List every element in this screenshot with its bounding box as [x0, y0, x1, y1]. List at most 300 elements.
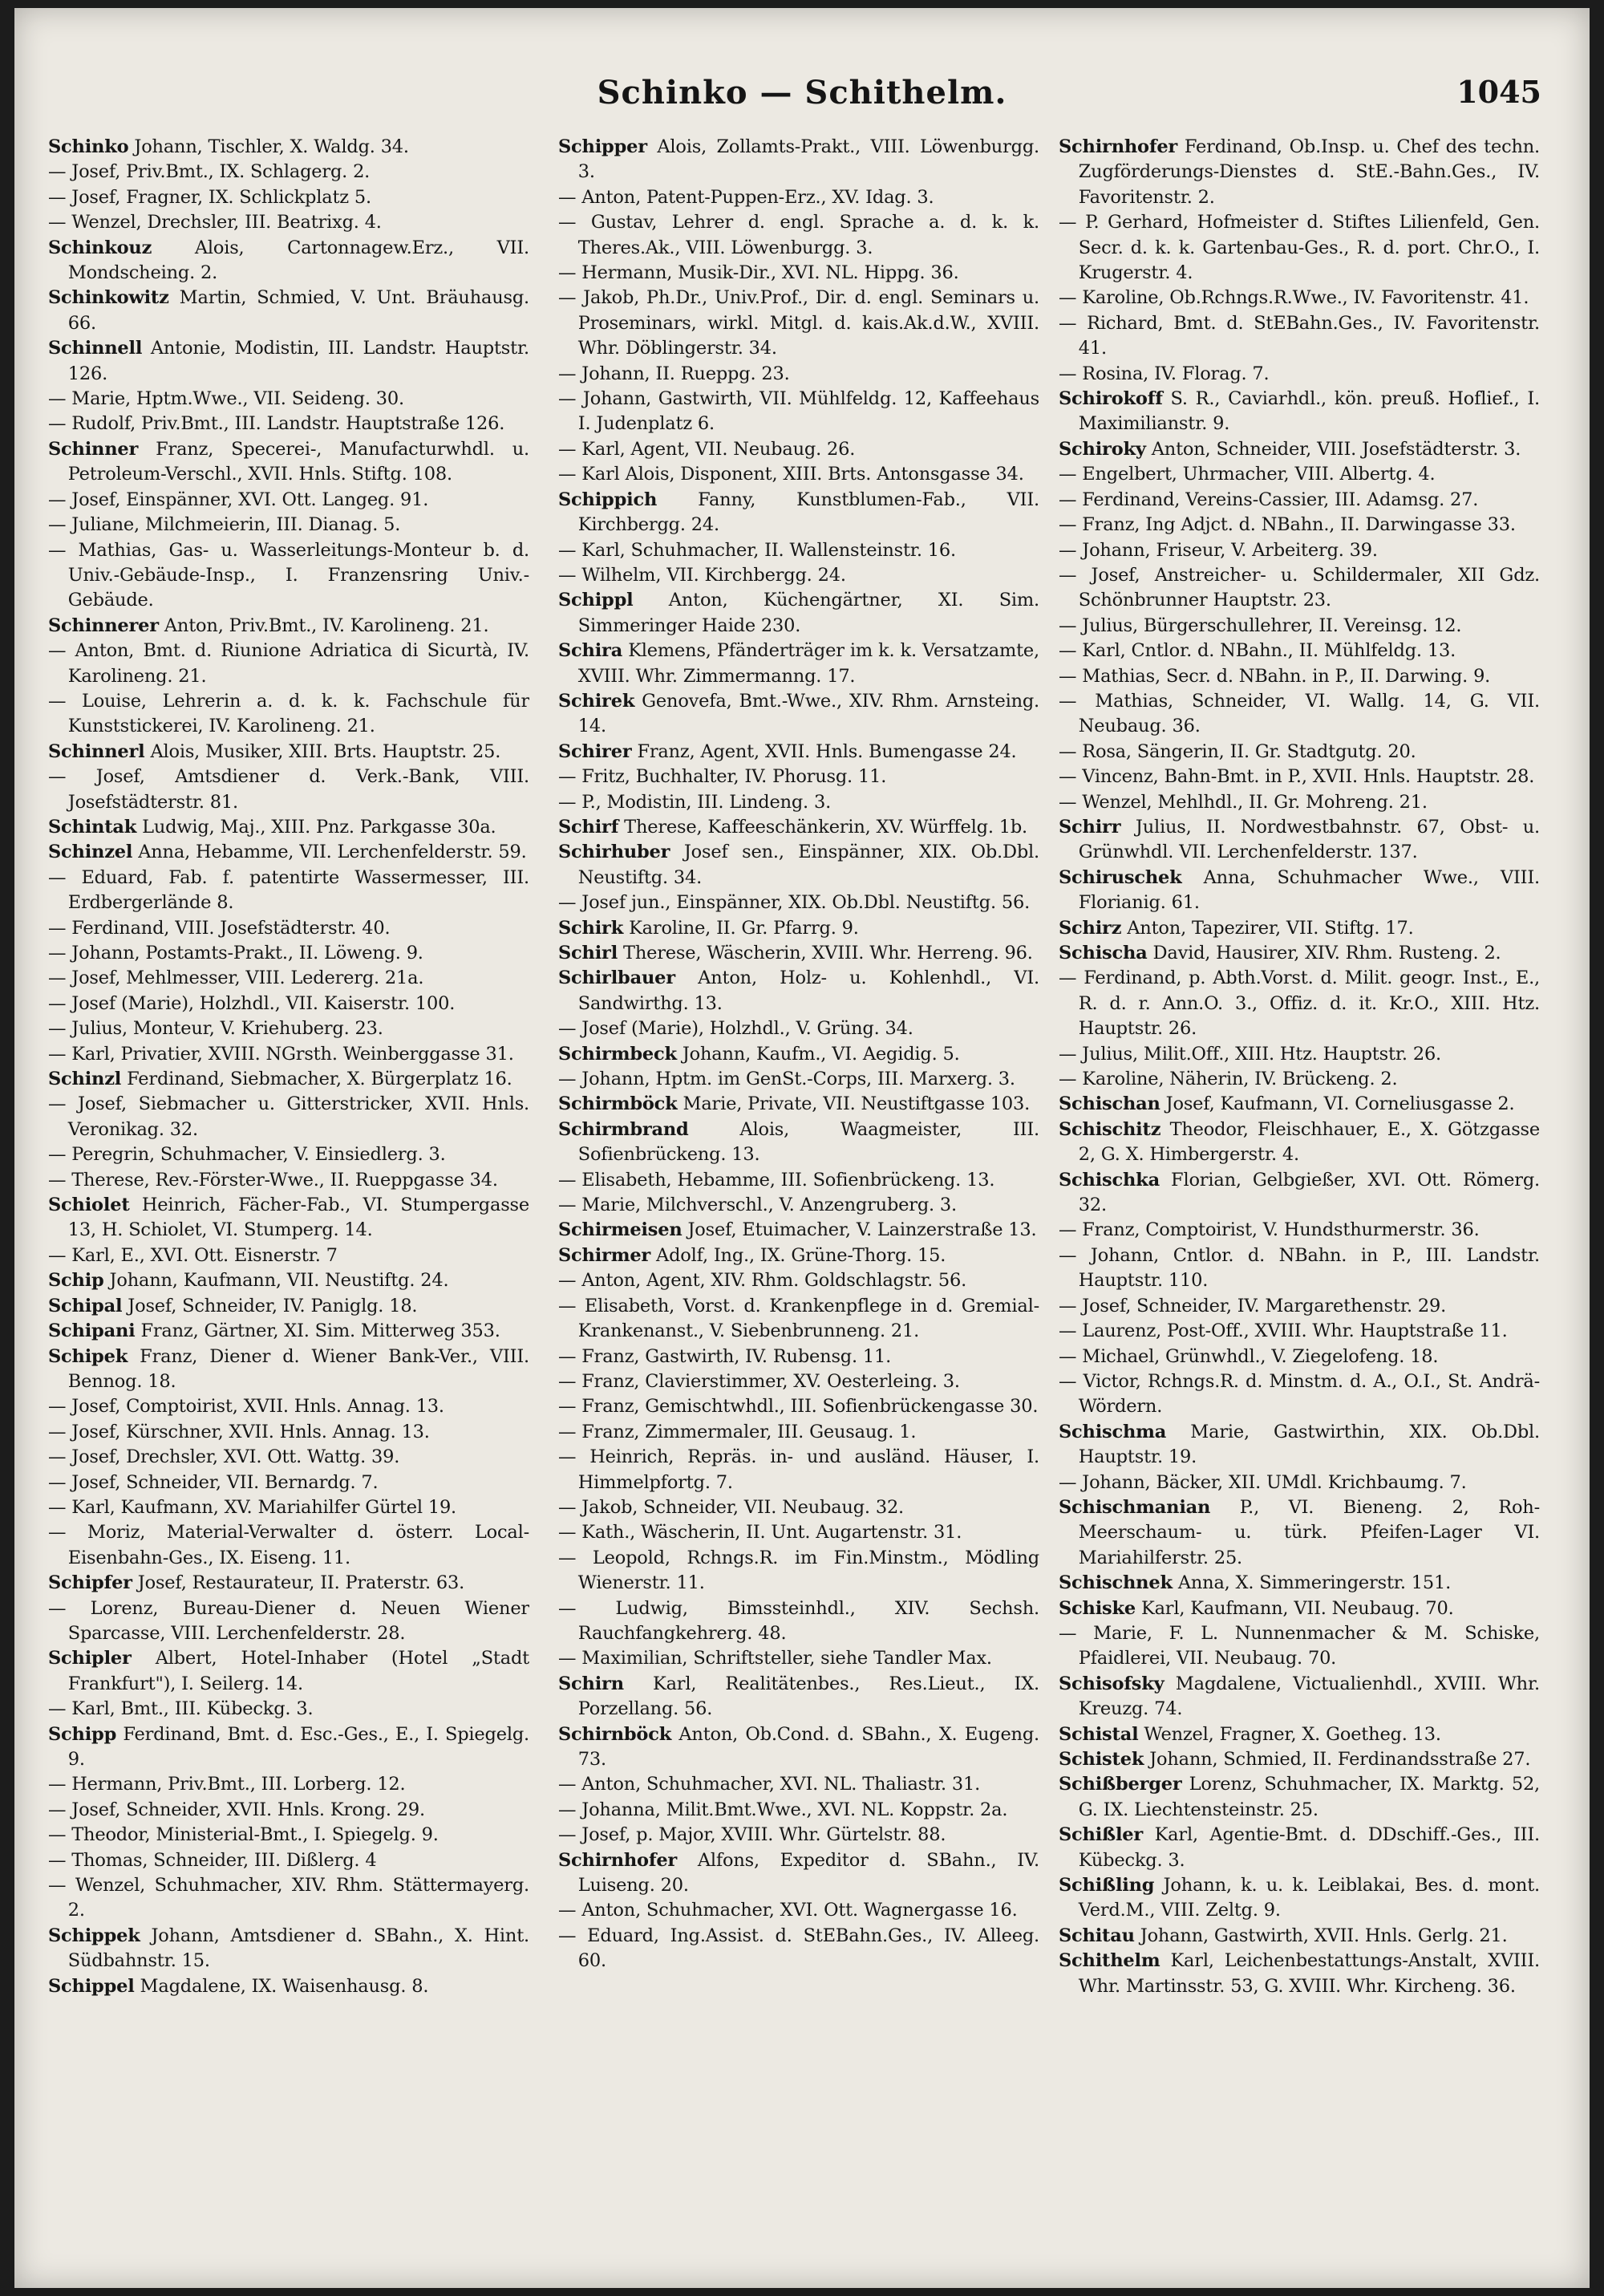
entry-surname: Schippl [558, 590, 634, 611]
directory-entry [1059, 1772, 1540, 1823]
directory-entry [1059, 790, 1540, 815]
entry-details: Magdalene, IX. Waisenhausg. 8. [140, 1975, 429, 1997]
entry-details: — Victor, Rchngs.R. d. Minstm. d. A., O.I., St. Andrä-Wördern. [1059, 1370, 1540, 1418]
entry-details: — Josef, Fragner, IX. Schlickplatz 5. [48, 186, 371, 208]
entry-details: Josef, Kaufmann, VI. Corneliusgasse 2. [1165, 1093, 1515, 1115]
entry-details: — Josef, Schneider, IV. Margarethenstr. 29. [1059, 1295, 1447, 1316]
entry-details: — Anton, Patent-Puppen-Erz., XV. Idag. 3. [558, 186, 934, 208]
entry-details: Marie, Gastwirthin, XIX. Ob.Dbl. Hauptstr. 19. [1078, 1421, 1540, 1468]
entry-details: — Marie, Hptm.Wwe., VII. Seideng. 30. [48, 388, 404, 410]
entry-details: — Richard, Bmt. d. StEBahn.Ges., IV. Favoritenstr. 41. [1059, 312, 1540, 359]
entry-surname: Schipp [48, 1723, 117, 1745]
directory-entry [48, 1142, 529, 1167]
directory-entry [558, 1848, 1039, 1899]
entry-surname: Schischma [1059, 1421, 1167, 1442]
entry-details: — Josef, Kürschner, XVII. Hnls. Annag. 13. [48, 1421, 430, 1442]
entry-surname: Schippek [48, 1925, 140, 1946]
entry-details: — Anton, Schuhmacher, XVI. NL. Thaliastr. 31. [558, 1774, 981, 1795]
entry-details: — Josef, Anstreicher- u. Schildermaler, XII Gdz. Schönbrunner Hauptstr. 23. [1059, 564, 1540, 611]
directory-entry [48, 1193, 529, 1243]
entry-details: — Jakob, Ph.Dr., Univ.Prof., Dir. d. engl. Seminars u. Proseminars, wirkl. Mitgl. d. kais.Ak.d.W., XVIII. Whr. Döblingerstr. 34. [558, 287, 1039, 359]
entry-surname: Schiruschek [1059, 866, 1182, 888]
directory-entry [48, 437, 529, 488]
directory-entry [1059, 1067, 1540, 1092]
entry-details: — Therese, Rev.-Förster-Wwe., II. Rueppgasse 34. [48, 1169, 498, 1191]
entry-details: — Franz, Clavierstimmer, XV. Oesterleing. 3. [558, 1370, 960, 1392]
entry-details: S. R., Caviarhdl., kön. preuß. Hoflief., I. Maximilianstr. 9. [1078, 388, 1540, 435]
directory-entry [48, 866, 529, 916]
directory-entry [1059, 614, 1540, 639]
directory-entry [48, 614, 529, 639]
directory-entry [48, 1974, 529, 1999]
directory-entry [1059, 1168, 1540, 1219]
directory-entry [48, 1268, 529, 1293]
directory-entry [558, 1268, 1039, 1293]
entry-surname: Schinzl [48, 1069, 122, 1090]
entry-details: — Johann, Bäcker, XII. UMdl. Krichbaumg. 7. [1059, 1471, 1467, 1493]
entry-surname: Schirlbauer [558, 967, 675, 989]
directory-entry [1059, 1092, 1540, 1117]
entry-details: Wenzel, Fragner, X. Goetheg. 13. [1144, 1723, 1441, 1745]
directory-entry [558, 966, 1039, 1016]
entry-surname: Schinnell [48, 338, 143, 359]
directory-entry [558, 1243, 1039, 1268]
directory-entry [1059, 1118, 1540, 1168]
directory-entry [1059, 311, 1540, 362]
directory-entry [48, 1772, 529, 1797]
directory-entry [48, 1520, 529, 1571]
directory-entry [48, 185, 529, 210]
entry-surname: Schirn [558, 1673, 624, 1694]
directory-entry [558, 1345, 1039, 1369]
directory-entry [1059, 639, 1540, 663]
directory-entry [1059, 1596, 1540, 1621]
directory-entry [1059, 941, 1540, 966]
entry-details: — Heinrich, Repräs. in- und ausländ. Häuser, I. Himmelpfortg. 7. [558, 1446, 1039, 1493]
directory-entry [48, 1042, 529, 1067]
directory-entry [558, 185, 1039, 210]
directory-entry [558, 1924, 1039, 1974]
entry-details: — P., Modistin, III. Lindeng. 3. [558, 791, 832, 813]
entry-details: — Josef (Marie), Holzhdl., VII. Kaiserstr. 100. [48, 992, 456, 1014]
directory-page [14, 8, 1590, 2288]
entry-details: — Josef, Amtsdiener d. Verk.-Bank, VIII. Josefstädterstr. 81. [48, 766, 529, 813]
entry-details: — Wenzel, Schuhmacher, XIV. Rhm. Stättermayerg. 2. [48, 1875, 529, 1921]
entry-details: — Julius, Milit.Off., XIII. Htz. Hauptstr. 26. [1059, 1043, 1442, 1065]
directory-entry [558, 1369, 1039, 1394]
entry-details: — Karl Alois, Disponent, XIII. Brts. Antonsgasse 34. [558, 464, 1024, 485]
entry-surname: Schischnek [1059, 1572, 1173, 1594]
directory-entry [1059, 1042, 1540, 1067]
entry-details: — Ludwig, Bimssteinhdl., XIV. Sechsh. Rauchfangkehrerg. 48. [558, 1597, 1039, 1644]
entry-details: — Anton, Schuhmacher, XVI. Ott. Wagnergasse 16. [558, 1900, 1018, 1921]
entry-details: — Karl, Bmt., III. Kübeckg. 3. [48, 1698, 314, 1720]
directory-entry [1059, 286, 1540, 310]
directory-entry [1059, 135, 1540, 210]
entry-details: Johann, k. u. k. Leiblakai, Bes. d. mont. Verd.M., VIII. Zeltg. 9. [1078, 1875, 1540, 1921]
directory-entry [558, 1394, 1039, 1419]
directory-entry [558, 1646, 1039, 1671]
entry-details: — Michael, Grünwhdl., V. Ziegelofeng. 18. [1059, 1345, 1439, 1367]
entry-surname: Schirz [1059, 917, 1122, 939]
entry-details: — Josef, Comptoirist, XVII. Hnls. Annag. 13. [48, 1396, 444, 1418]
entry-details: Therese, Wäscherin, XVIII. Whr. Herreng. 96. [623, 943, 1033, 963]
entry-details: — Mathias, Schneider, VI. Wallg. 14, G. VII. Neubaug. 36. [1059, 690, 1540, 737]
directory-entry [48, 1445, 529, 1470]
entry-details: — Vincenz, Bahn-Bmt. in P., XVII. Hnls. Hauptstr. 28. [1059, 766, 1535, 788]
entry-details: — Lorenz, Bureau-Diener d. Neuen Wiener Sparcasse, VIII. Lerchenfelderstr. 28. [48, 1597, 529, 1644]
directory-entry [48, 1596, 529, 1647]
entry-surname: Schipper [558, 136, 647, 157]
directory-entry [558, 740, 1039, 765]
entry-details: — Eduard, Fab. f. patentirte Wassermesser, III. Erdbergerlände 8. [48, 866, 529, 914]
entry-details: Anton, Schneider, VIII. Josefstädterstr. 3. [1151, 438, 1521, 460]
entry-surname: Schischa [1059, 943, 1148, 963]
entry-details: — Josef, Schneider, VII. Bernardg. 7. [48, 1471, 379, 1493]
entry-details: — Wenzel, Mehlhdl., II. Gr. Mohreng. 21. [1059, 791, 1428, 813]
entry-surname: Schirmbeck [558, 1043, 677, 1065]
directory-entry [558, 1722, 1039, 1773]
page-number: 1045 [1456, 74, 1541, 110]
directory-entry [558, 1092, 1039, 1117]
entry-details: Franz, Specerei-, Manufacturwhdl. u. Petroleum-Verschl., XVII. Hnls. Stiftg. 108. [67, 438, 529, 485]
entry-surname: Schirokoff [1059, 388, 1163, 410]
entry-details: Johann, Gastwirth, XVII. Hnls. Gerlg. 21. [1140, 1925, 1508, 1946]
directory-entry [1059, 1369, 1540, 1420]
entry-details: — Wilhelm, VII. Kirchbergg. 24. [558, 564, 846, 586]
entry-details: — Karoline, Näherin, IV. Brückeng. 2. [1059, 1069, 1398, 1090]
directory-entry [48, 1092, 529, 1142]
directory-entry [558, 1772, 1039, 1797]
entry-surname: Schintak [48, 816, 137, 838]
directory-entry [558, 1118, 1039, 1168]
directory-entry [558, 765, 1039, 789]
page-title: Schinko — Schithelm. [597, 74, 1007, 112]
entry-details: — Karoline, Ob.Rchngs.R.Wwe., IV. Favoritenstr. 41. [1059, 287, 1529, 309]
entry-details: Alois, Cartonnagew.Erz., VII. Mondscheing. 2. [67, 237, 529, 284]
entry-details: Alois, Musiker, XIII. Brts. Hauptstr. 25. [150, 740, 501, 762]
running-head [14, 74, 1590, 122]
directory-entry [1059, 815, 1540, 866]
entry-surname: Schißberger [1059, 1774, 1182, 1795]
directory-entry [48, 236, 529, 286]
directory-entry [48, 840, 529, 865]
directory-entry [558, 387, 1039, 437]
directory-entry [1059, 1294, 1540, 1319]
entry-details: — Ferdinand, Vereins-Cassier, III. Adamsg. 27. [1059, 489, 1479, 510]
directory-entry [48, 1294, 529, 1319]
entry-details: — Theodor, Ministerial-Bmt., I. Spiegelg. 9. [48, 1824, 439, 1846]
entry-details: — Karl, Cntlor. d. NBahn., II. Mühlfeldg. 13. [1059, 640, 1456, 662]
entry-details: Julius, II. Nordwestbahnstr. 67, Obst- u. Grünwhdl. VII. Lerchenfelderstr. 137. [1078, 816, 1540, 863]
directory-entry [1059, 462, 1540, 487]
entry-surname: Schirr [1059, 816, 1121, 838]
entry-details: Lorenz, Schuhmacher, IX. Marktg. 52, G. IX. Liechtensteinstr. 25. [1078, 1774, 1540, 1820]
directory-entry [48, 336, 529, 387]
entry-surname: Schirmböck [558, 1093, 678, 1115]
directory-entry [558, 1042, 1039, 1067]
entry-details: — Franz, Comptoirist, V. Hundsthurmerstr. 36. [1059, 1219, 1480, 1241]
entry-surname: Schinzel [48, 842, 133, 863]
entry-details: Franz, Diener d. Wiener Bank-Ver., VIII. Bennog. 18. [67, 1345, 529, 1392]
entry-details: — Juliane, Milchmeierin, III. Dianag. 5. [48, 514, 401, 536]
entry-details: Josef sen., Einspänner, XIX. Ob.Dbl. Neustiftg. 34. [577, 842, 1039, 888]
entry-details: — Mathias, Secr. d. NBahn. in P., II. Darwing. 9. [1059, 665, 1491, 687]
entry-surname: Schiske [1059, 1597, 1136, 1619]
entry-details: Karl, Leichenbestattungs-Anstalt, XVIII. Whr. Martinsstr. 53, G. XVIII. Whr. Kircheng. 36. [1078, 1950, 1540, 1997]
entry-details: Florian, Gelbgießer, XVI. Ott. Römerg. 32. [1078, 1169, 1540, 1216]
directory-entry [558, 261, 1039, 286]
directory-entry [1059, 1243, 1540, 1294]
entry-surname: Schiroky [1059, 438, 1146, 460]
directory-entry [1059, 387, 1540, 437]
directory-entry [558, 1067, 1039, 1092]
directory-entry [1059, 866, 1540, 916]
directory-entry [48, 135, 529, 160]
entry-details: Genovefa, Bmt.-Wwe., XIV. Rhm. Arnsteing. 14. [577, 690, 1039, 737]
entry-details: — Maximilian, Schriftsteller, siehe Tandler Max. [558, 1648, 992, 1669]
entry-details: Karl, Agentie-Bmt. d. DDschiff.-Ges., III. Kübeckg. 3. [1078, 1824, 1540, 1871]
entry-details: — Karl, Agent, VII. Neubaug. 26. [558, 438, 856, 460]
directory-entry [558, 1495, 1039, 1520]
entry-surname: Schischitz [1059, 1118, 1161, 1140]
directory-entry [558, 1445, 1039, 1495]
entry-details: — Ferdinand, p. Abth.Vorst. d. Milit. geogr. Inst., E., R. d. r. Ann.O. 3., Offiz. d. it. Kr.O., XIII. Htz. Hauptstr. 26. [1059, 967, 1540, 1040]
entry-details: Anton, Küchengärtner, XI. Sim. Simmeringer Haide 230. [577, 590, 1039, 636]
entry-surname: Schinnerer [48, 615, 159, 636]
entry-details: — Leopold, Rchngs.R. im Fin.Minstm., Mödling Wienerstr. 11. [558, 1547, 1039, 1594]
entry-details: — Julius, Monteur, V. Kriehuberg. 23. [48, 1018, 383, 1040]
entry-details: — Wenzel, Drechsler, III. Beatrixg. 4. [48, 212, 382, 233]
column-1 [48, 135, 529, 2269]
directory-entry [48, 1345, 529, 1395]
directory-entry [1059, 1495, 1540, 1571]
directory-entry [558, 815, 1039, 840]
entry-surname: Schipani [48, 1320, 136, 1342]
directory-entry [1059, 1873, 1540, 1924]
directory-entry [48, 286, 529, 336]
entry-details: — Laurenz, Post-Off., XVIII. Whr. Hauptstraße 11. [1059, 1320, 1508, 1342]
directory-entry [558, 941, 1039, 966]
directory-entry [558, 286, 1039, 361]
entry-details: — Gustav, Lehrer d. engl. Sprache a. d. k. k. Theres.Ak., VIII. Löwenburgg. 3. [558, 212, 1039, 258]
entry-details: Ferdinand, Siebmacher, X. Bürgerplatz 16. [127, 1069, 512, 1090]
entry-surname: Schipek [48, 1345, 128, 1367]
entry-details: Anton, Tapezirer, VII. Stiftg. 17. [1127, 917, 1414, 939]
directory-entry [558, 1898, 1039, 1923]
entry-details: Klemens, Pfänderträger im k. k. Versatzamte, XVIII. Whr. Zimmermanng. 17. [577, 640, 1039, 687]
entry-details: Alois, Zollamts-Prakt., VIII. Löwenburgg. 3. [577, 136, 1039, 183]
directory-entry [558, 1798, 1039, 1823]
column-3 [1059, 135, 1540, 2269]
directory-entry [48, 1571, 529, 1596]
directory-entry [1059, 1722, 1540, 1747]
directory-entry [48, 1848, 529, 1873]
entry-surname: Schinkouz [48, 237, 152, 258]
entry-surname: Schippich [558, 489, 658, 510]
entry-details: Karoline, II. Gr. Pfarrg. 9. [629, 917, 859, 939]
entry-details: — Hermann, Priv.Bmt., III. Lorberg. 12. [48, 1774, 406, 1795]
entry-surname: Schipfer [48, 1572, 132, 1594]
entry-surname: Schirek [558, 690, 635, 712]
entry-details: — Josef (Marie), Holzhdl., V. Grüng. 34. [558, 1018, 913, 1040]
entry-details: Josef, Etuimacher, V. Lainzerstraße 13. [687, 1219, 1037, 1241]
directory-entry [1059, 362, 1540, 387]
entry-surname: Schinko [48, 136, 129, 157]
entry-details: — Kath., Wäscherin, II. Unt. Augartenstr. 31. [558, 1522, 962, 1544]
directory-entry [1059, 1218, 1540, 1243]
entry-details: — Johann, Hptm. im GenSt.-Corps, III. Marxerg. 3. [558, 1069, 1015, 1090]
directory-entry [1059, 1949, 1540, 1999]
entry-details: — Anton, Agent, XIV. Rhm. Goldschlagstr. 56. [558, 1270, 967, 1292]
directory-entry [1059, 437, 1540, 462]
directory-entry [1059, 1621, 1540, 1672]
entry-surname: Schirmer [558, 1244, 651, 1266]
directory-entry [48, 765, 529, 815]
directory-entry [558, 1294, 1039, 1345]
entry-details: — Josef jun., Einspänner, XIX. Ob.Dbl. Neustiftg. 56. [558, 892, 1031, 914]
entry-details: P., VI. Bieneng. 2, Roh-Meerschaum- u. türk. Pfeifen-Lager VI. Mariahilferstr. 25. [1078, 1496, 1540, 1568]
directory-entry [558, 790, 1039, 815]
entry-surname: Schinnerl [48, 740, 145, 762]
entry-details: Johann, Kaufm., VI. Aegidig. 5. [682, 1043, 960, 1065]
entry-details: Johann, Schmied, II. Ferdinandsstraße 27. [1149, 1749, 1531, 1770]
entry-surname: Schistek [1059, 1749, 1144, 1770]
entry-surname: Schira [558, 640, 623, 662]
entry-details: — Karl, E., XVI. Ott. Eisnerstr. 7 [48, 1244, 338, 1266]
directory-entry [558, 1823, 1039, 1848]
entry-surname: Schirmbrand [558, 1118, 689, 1140]
entry-details: — Josef, Priv.Bmt., IX. Schlagerg. 2. [48, 161, 371, 183]
entry-details: Ferdinand, Ob.Insp. u. Chef des techn. Zugförderungs-Dienstes d. StE.-Bahn.Ges., IV. Favoritenstr. 2. [1078, 136, 1540, 208]
entry-surname: Schirf [558, 816, 619, 838]
entry-details: — Josef, Drechsler, XVI. Ott. Wattg. 39. [48, 1446, 400, 1468]
directory-entry [558, 1168, 1039, 1193]
directory-entry [48, 1924, 529, 1974]
entry-details: Johann, Amtsdiener d. SBahn., X. Hint. Südbahnstr. 15. [67, 1925, 529, 1972]
entry-details: Fanny, Kunstblumen-Fab., VII. Kirchbergg. 24. [577, 489, 1039, 536]
directory-entry [48, 1823, 529, 1848]
entry-details: Alfons, Expeditor d. SBahn., IV. Luiseng. 20. [577, 1849, 1039, 1896]
entry-details: — Franz, Ing Adjct. d. NBahn., II. Darwingasse 33. [1059, 514, 1516, 536]
directory-entry [558, 1546, 1039, 1596]
directory-entry [48, 689, 529, 740]
directory-entry [1059, 210, 1540, 286]
entry-surname: Schischan [1059, 1093, 1160, 1115]
directory-entry [48, 1168, 529, 1193]
directory-entry [558, 563, 1039, 588]
entry-surname: Schirnhofer [558, 1849, 678, 1871]
directory-entry [558, 135, 1039, 185]
directory-entry [558, 462, 1039, 487]
entry-details: David, Hausirer, XIV. Rhm. Rusteng. 2. [1152, 943, 1501, 963]
entry-details: Josef, Schneider, IV. Paniglg. 18. [128, 1295, 418, 1316]
entry-surname: Schirmeisen [558, 1219, 683, 1241]
entry-details: — Julius, Bürgerschullehrer, II. Vereinsg. 12. [1059, 615, 1462, 636]
entry-details: Magdalene, Victualienhdl., XVIII. Whr. Kreuzg. 74. [1078, 1673, 1540, 1720]
entry-details: Heinrich, Fächer-Fab., VI. Stumpergasse 13, H. Schiolet, VI. Stumperg. 14. [67, 1195, 529, 1241]
directory-entry [48, 1067, 529, 1092]
directory-entry [1059, 1924, 1540, 1949]
entry-surname: Schipler [48, 1648, 132, 1669]
entry-surname: Schinkowitz [48, 287, 169, 309]
entry-details: Ferdinand, Bmt. d. Esc.-Ges., E., I. Spiegelg. 9. [67, 1723, 529, 1770]
entry-details: — Elisabeth, Vorst. d. Krankenpflege in d. Gremial-Krankenanst., V. Siebenbrunneng. 21. [558, 1295, 1039, 1342]
entry-details: — Josef, Siebmacher u. Gitterstricker, XVII. Hnls. Veronikag. 32. [48, 1093, 529, 1140]
entry-surname: Schißler [1059, 1824, 1144, 1846]
entry-details: — Josef, Mehlmesser, VIII. Ledererg. 21a. [48, 967, 424, 989]
entry-surname: Schithelm [1059, 1950, 1160, 1972]
entry-details: — Josef, Einspänner, XVI. Ott. Langeg. 91. [48, 489, 429, 510]
entry-details: Ludwig, Maj., XIII. Pnz. Parkgasse 30a. [142, 816, 496, 838]
directory-entry [1059, 689, 1540, 740]
column-2 [558, 135, 1039, 2269]
directory-entry [48, 1495, 529, 1520]
directory-entry [558, 916, 1039, 941]
directory-entry [48, 1798, 529, 1823]
directory-entry [48, 1420, 529, 1445]
entry-surname: Schistal [1059, 1723, 1139, 1745]
entry-details: — Karl, Kaufmann, XV. Mariahilfer Gürtel 19. [48, 1496, 457, 1518]
entry-details: — Karl, Privatier, XVIII. NGrsth. Weinberggasse 31. [48, 1043, 514, 1065]
directory-entry [1059, 513, 1540, 537]
entry-details: Josef, Restaurateur, II. Praterstr. 63. [137, 1572, 465, 1594]
directory-entry [558, 210, 1039, 261]
directory-entry [48, 1394, 529, 1419]
directory-entry [558, 890, 1039, 915]
entry-surname: Schisofsky [1059, 1673, 1165, 1694]
entry-details: — Anton, Bmt. d. Riunione Adriatica di Sicurtà, IV. Karolineng. 21. [48, 640, 529, 687]
directory-entry [48, 538, 529, 614]
directory-entry [1059, 1571, 1540, 1596]
entry-surname: Schip [48, 1270, 104, 1292]
directory-entry [1059, 1420, 1540, 1470]
entry-details: — Franz, Gastwirth, IV. Rubensg. 11. [558, 1345, 892, 1367]
directory-entry [1059, 1672, 1540, 1722]
entry-surname: Schipal [48, 1295, 123, 1316]
directory-entry [1059, 1345, 1540, 1369]
directory-entry [1059, 916, 1540, 941]
entry-details: Anton, Ob.Cond. d. SBahn., X. Eugeng. 73. [577, 1723, 1039, 1770]
entry-details: — Rosa, Sängerin, II. Gr. Stadtgutg. 20. [1059, 740, 1416, 762]
entry-details: — Johann, Postamts-Prakt., II. Löweng. 9. [48, 943, 423, 963]
entry-details: — Marie, F. L. Nunnenmacher & M. Schiske, Pfaidlerei, VII. Neubaug. 70. [1059, 1622, 1540, 1669]
directory-entry [48, 815, 529, 840]
entry-details: — P. Gerhard, Hofmeister d. Stiftes Lilienfeld, Gen. Secr. d. k. k. Gartenbau-Ges., R. d. port. Chr.O., I. Krugerstr. 4. [1059, 212, 1540, 284]
directory-entry [558, 639, 1039, 689]
entry-details: — Franz, Zimmermaler, III. Geusaug. 1. [558, 1421, 917, 1442]
entry-surname: Schippel [48, 1975, 135, 1997]
directory-entry [1059, 1747, 1540, 1772]
entry-details: — Johann, Friseur, V. Arbeiterg. 39. [1059, 539, 1378, 561]
entry-surname: Schirhuber [558, 842, 670, 863]
directory-entry [558, 1193, 1039, 1218]
directory-entry [48, 1697, 529, 1722]
directory-entry [558, 1672, 1039, 1722]
directory-entry [558, 1596, 1039, 1647]
directory-entry [48, 639, 529, 689]
entry-details: Karl, Realitätenbes., Res.Lieut., IX. Porzellang. 56. [577, 1673, 1039, 1720]
directory-entry [48, 1319, 529, 1344]
directory-entry [48, 740, 529, 765]
entry-details: — Josef, Schneider, XVII. Hnls. Krong. 29. [48, 1799, 425, 1820]
entry-surname: Schiolet [48, 1195, 130, 1216]
directory-entry [558, 362, 1039, 387]
entry-surname: Schirer [558, 740, 632, 762]
entry-details: — Engelbert, Uhrmacher, VIII. Albertg. 4. [1059, 464, 1436, 485]
entry-details: Martin, Schmied, V. Unt. Bräuhausg. 66. [67, 287, 529, 334]
entry-details: Theodor, Fleischhauer, E., X. Götzgasse 2, G. X. Himbergerstr. 4. [1078, 1118, 1540, 1166]
